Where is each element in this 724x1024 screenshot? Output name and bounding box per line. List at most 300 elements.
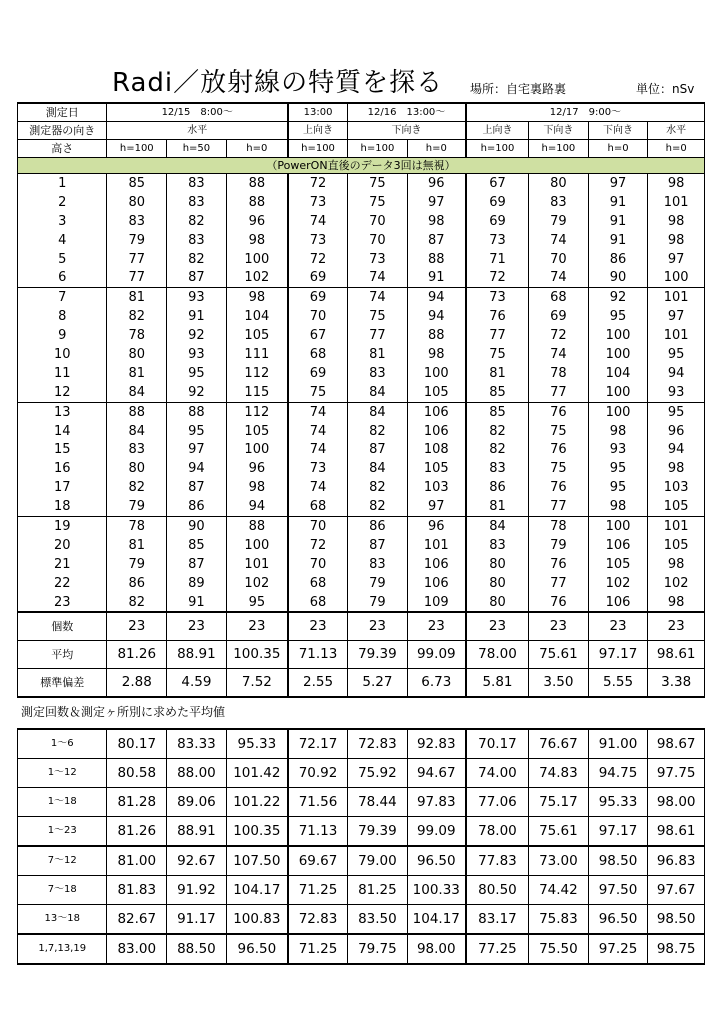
orientation-cell: 下向き: [588, 122, 648, 140]
stat-value: 23: [407, 612, 466, 641]
average-value: 81.26: [107, 817, 167, 847]
value-cell: 91: [588, 212, 648, 231]
value-cell: 82: [348, 497, 408, 516]
note-text: （PowerON直後のデータ3回は無視）: [18, 158, 705, 174]
value-cell: 101: [648, 326, 705, 345]
average-value: 75.17: [529, 788, 589, 817]
value-cell: 87: [167, 555, 227, 574]
value-cell: 105: [226, 422, 288, 441]
value-cell: 98: [226, 478, 288, 497]
stat-value: 23: [529, 612, 589, 641]
value-cell: 94: [648, 440, 705, 459]
average-value: 77.06: [466, 788, 529, 817]
value-cell: 88: [107, 402, 167, 421]
average-value: 71.13: [288, 817, 348, 847]
average-value: 79.00: [348, 846, 408, 876]
value-cell: 83: [348, 364, 408, 383]
value-cell: 68: [288, 574, 348, 593]
average-value: 71.56: [288, 788, 348, 817]
average-value: 72.17: [288, 729, 348, 759]
value-cell: 100: [226, 536, 288, 555]
value-cell: 82: [107, 307, 167, 326]
value-cell: 80: [466, 555, 529, 574]
table-row: [18, 517, 705, 536]
orientation-label: 測定器の向き: [18, 122, 107, 140]
note-row: [18, 158, 705, 174]
value-cell: 72: [288, 174, 348, 193]
average-value: 71.25: [288, 934, 348, 964]
average-value: 80.17: [107, 729, 167, 759]
value-cell: 94: [407, 307, 466, 326]
average-value: 107.50: [226, 846, 288, 876]
stat-value: 3.50: [529, 669, 589, 698]
value-cell: 80: [529, 174, 589, 193]
stat-value: 5.55: [588, 669, 648, 698]
value-cell: 88: [226, 174, 288, 193]
average-value: 98.50: [588, 846, 648, 876]
value-cell: 82: [466, 440, 529, 459]
date-cell: 12/16 13:00～: [348, 103, 466, 122]
value-cell: 69: [288, 268, 348, 287]
value-cell: 74: [529, 345, 589, 364]
range-label: 1～12: [18, 759, 107, 788]
location-label: 場所：自宅裏路裏: [470, 82, 567, 96]
average-row: [18, 846, 705, 876]
value-cell: 80: [107, 345, 167, 364]
value-cell: 95: [588, 478, 648, 497]
table-row: [18, 193, 705, 212]
stats-row: [18, 612, 705, 641]
value-cell: 100: [588, 517, 648, 536]
value-cell: 83: [167, 231, 227, 250]
value-cell: 86: [167, 497, 227, 516]
stat-value: 23: [226, 612, 288, 641]
average-value: 97.75: [648, 759, 705, 788]
value-cell: 75: [529, 459, 589, 478]
value-cell: 96: [407, 517, 466, 536]
value-cell: 77: [107, 268, 167, 287]
value-cell: 82: [107, 593, 167, 613]
row-index: 18: [18, 497, 107, 516]
row-index: 12: [18, 383, 107, 402]
average-row: [18, 817, 705, 847]
row-index: 6: [18, 268, 107, 287]
value-cell: 101: [648, 193, 705, 212]
average-value: 101.22: [226, 788, 288, 817]
stat-value: 2.55: [288, 669, 348, 698]
value-cell: 82: [348, 422, 408, 441]
value-cell: 81: [107, 536, 167, 555]
value-cell: 68: [288, 345, 348, 364]
average-value: 98.00: [407, 934, 466, 964]
value-cell: 74: [288, 402, 348, 421]
value-cell: 85: [107, 174, 167, 193]
value-cell: 88: [407, 326, 466, 345]
value-cell: 90: [167, 517, 227, 536]
average-value: 92.83: [407, 729, 466, 759]
value-cell: 106: [588, 536, 648, 555]
value-cell: 76: [466, 307, 529, 326]
stat-value: 23: [107, 612, 167, 641]
value-cell: 94: [407, 288, 466, 307]
value-cell: 83: [529, 193, 589, 212]
value-cell: 80: [466, 574, 529, 593]
average-value: 95.33: [226, 729, 288, 759]
value-cell: 98: [648, 555, 705, 574]
table-row: [18, 212, 705, 231]
value-cell: 100: [648, 268, 705, 287]
orientation-cell: 水平: [648, 122, 705, 140]
average-value: 70.17: [466, 729, 529, 759]
range-label: 1～23: [18, 817, 107, 847]
value-cell: 101: [648, 288, 705, 307]
value-cell: 101: [407, 536, 466, 555]
orientation-cell: 下向き: [348, 122, 466, 140]
value-cell: 76: [529, 478, 589, 497]
value-cell: 72: [466, 268, 529, 287]
average-value: 73.00: [529, 846, 589, 876]
row-index: 16: [18, 459, 107, 478]
value-cell: 69: [529, 307, 589, 326]
value-cell: 70: [348, 212, 408, 231]
value-cell: 98: [648, 459, 705, 478]
value-cell: 81: [348, 345, 408, 364]
average-value: 78.44: [348, 788, 408, 817]
table-row: [18, 250, 705, 269]
value-cell: 101: [226, 555, 288, 574]
row-index: 2: [18, 193, 107, 212]
average-value: 99.09: [407, 817, 466, 847]
average-value: 97.83: [407, 788, 466, 817]
table-row: [18, 174, 705, 193]
value-cell: 106: [407, 555, 466, 574]
average-row: [18, 876, 705, 905]
value-cell: 81: [107, 364, 167, 383]
average-value: 94.67: [407, 759, 466, 788]
row-index: 9: [18, 326, 107, 345]
value-cell: 86: [466, 478, 529, 497]
value-cell: 102: [226, 268, 288, 287]
value-cell: 80: [107, 193, 167, 212]
value-cell: 77: [529, 383, 589, 402]
value-cell: 100: [588, 402, 648, 421]
value-cell: 97: [588, 174, 648, 193]
orientation-cell: 上向き: [288, 122, 348, 140]
value-cell: 100: [588, 326, 648, 345]
average-value: 75.83: [529, 905, 589, 935]
row-index: 3: [18, 212, 107, 231]
height-cell: h=0: [648, 140, 705, 158]
row-index: 4: [18, 231, 107, 250]
row-index: 19: [18, 517, 107, 536]
average-value: 91.00: [588, 729, 648, 759]
value-cell: 71: [466, 250, 529, 269]
range-label: 13～18: [18, 905, 107, 935]
value-cell: 104: [226, 307, 288, 326]
orientation-cell: 下向き: [529, 122, 589, 140]
average-value: 77.25: [466, 934, 529, 964]
stat-value: 23: [348, 612, 408, 641]
value-cell: 105: [407, 383, 466, 402]
average-value: 77.83: [466, 846, 529, 876]
table-row: [18, 364, 705, 383]
value-cell: 105: [226, 326, 288, 345]
row-index: 14: [18, 422, 107, 441]
row-index: 20: [18, 536, 107, 555]
stats-row: [18, 641, 705, 669]
value-cell: 84: [107, 422, 167, 441]
value-cell: 73: [288, 193, 348, 212]
average-value: 98.67: [648, 729, 705, 759]
value-cell: 83: [167, 174, 227, 193]
value-cell: 102: [226, 574, 288, 593]
value-cell: 92: [588, 288, 648, 307]
averages-title: 測定回数＆測定ヶ所別に求めた平均値: [21, 705, 226, 719]
stat-value: 23: [588, 612, 648, 641]
value-cell: 75: [466, 345, 529, 364]
value-cell: 77: [348, 326, 408, 345]
average-value: 98.00: [648, 788, 705, 817]
value-cell: 95: [226, 593, 288, 613]
value-cell: 112: [226, 402, 288, 421]
average-value: 70.92: [288, 759, 348, 788]
value-cell: 75: [348, 307, 408, 326]
stat-value: 81.26: [107, 641, 167, 669]
row-index: 21: [18, 555, 107, 574]
average-value: 75.50: [529, 934, 589, 964]
stat-value: 78.00: [466, 641, 529, 669]
date-cell: 12/17 9:00～: [466, 103, 705, 122]
page-title: Radi／放射線の特質を探る: [112, 68, 444, 98]
average-value: 83.50: [348, 905, 408, 935]
average-value: 97.25: [588, 934, 648, 964]
average-value: 83.17: [466, 905, 529, 935]
value-cell: 92: [167, 383, 227, 402]
value-cell: 108: [407, 440, 466, 459]
row-index: 8: [18, 307, 107, 326]
average-value: 92.67: [167, 846, 227, 876]
value-cell: 74: [348, 288, 408, 307]
row-index: 17: [18, 478, 107, 497]
range-label: 7～18: [18, 876, 107, 905]
value-cell: 74: [348, 268, 408, 287]
value-cell: 102: [648, 574, 705, 593]
range-label: 7～12: [18, 846, 107, 876]
height-cell: h=0: [407, 140, 466, 158]
value-cell: 84: [348, 383, 408, 402]
average-value: 98.50: [648, 905, 705, 935]
value-cell: 72: [288, 536, 348, 555]
value-cell: 87: [348, 440, 408, 459]
orientation-cell: 水平: [107, 122, 288, 140]
average-value: 79.75: [348, 934, 408, 964]
value-cell: 88: [226, 193, 288, 212]
value-cell: 85: [466, 383, 529, 402]
value-cell: 109: [407, 593, 466, 613]
height-label: 高さ: [18, 140, 107, 158]
value-cell: 98: [226, 288, 288, 307]
value-cell: 92: [167, 326, 227, 345]
value-cell: 105: [588, 555, 648, 574]
value-cell: 83: [107, 212, 167, 231]
row-index: 15: [18, 440, 107, 459]
average-row: [18, 934, 705, 964]
value-cell: 77: [107, 250, 167, 269]
value-cell: 79: [348, 574, 408, 593]
value-cell: 96: [226, 459, 288, 478]
table-row: [18, 497, 705, 516]
value-cell: 69: [288, 288, 348, 307]
value-cell: 74: [288, 478, 348, 497]
table-row: [18, 268, 705, 287]
value-cell: 82: [167, 250, 227, 269]
stat-value: 100.35: [226, 641, 288, 669]
value-cell: 78: [529, 364, 589, 383]
value-cell: 79: [529, 536, 589, 555]
value-cell: 78: [529, 517, 589, 536]
table-row: [18, 383, 705, 402]
value-cell: 106: [407, 402, 466, 421]
height-cell: h=100: [348, 140, 408, 158]
value-cell: 83: [348, 555, 408, 574]
orientation-cell: 上向き: [466, 122, 529, 140]
average-value: 69.67: [288, 846, 348, 876]
value-cell: 83: [466, 536, 529, 555]
average-value: 100.83: [226, 905, 288, 935]
value-cell: 106: [407, 574, 466, 593]
value-cell: 98: [648, 593, 705, 613]
stat-value: 98.61: [648, 641, 705, 669]
stat-value: 99.09: [407, 641, 466, 669]
table-row: [18, 231, 705, 250]
average-value: 96.50: [226, 934, 288, 964]
value-cell: 93: [588, 440, 648, 459]
table-row: [18, 326, 705, 345]
value-cell: 95: [588, 459, 648, 478]
value-cell: 79: [529, 212, 589, 231]
value-cell: 103: [648, 478, 705, 497]
date-cell: 13:00: [288, 103, 348, 122]
row-index: 22: [18, 574, 107, 593]
average-value: 74.83: [529, 759, 589, 788]
value-cell: 75: [529, 422, 589, 441]
value-cell: 79: [107, 497, 167, 516]
value-cell: 95: [648, 345, 705, 364]
stat-value: 5.81: [466, 669, 529, 698]
stat-value: 3.38: [648, 669, 705, 698]
value-cell: 85: [466, 402, 529, 421]
value-cell: 91: [407, 268, 466, 287]
value-cell: 100: [588, 383, 648, 402]
average-value: 88.50: [167, 934, 227, 964]
average-value: 81.28: [107, 788, 167, 817]
value-cell: 79: [107, 555, 167, 574]
value-cell: 81: [107, 288, 167, 307]
value-cell: 111: [226, 345, 288, 364]
average-value: 97.50: [588, 876, 648, 905]
value-cell: 73: [466, 288, 529, 307]
value-cell: 83: [167, 193, 227, 212]
average-value: 75.61: [529, 817, 589, 847]
value-cell: 82: [167, 212, 227, 231]
stat-label: 平均: [18, 641, 107, 669]
value-cell: 76: [529, 555, 589, 574]
value-cell: 76: [529, 593, 589, 613]
average-value: 81.83: [107, 876, 167, 905]
height-cell: h=100: [466, 140, 529, 158]
value-cell: 87: [348, 536, 408, 555]
value-cell: 95: [648, 402, 705, 421]
average-value: 83.33: [167, 729, 227, 759]
value-cell: 104: [588, 364, 648, 383]
average-value: 100.33: [407, 876, 466, 905]
average-row: [18, 788, 705, 817]
value-cell: 72: [529, 326, 589, 345]
date-label: 測定日: [18, 103, 107, 122]
value-cell: 96: [226, 212, 288, 231]
row-index: 5: [18, 250, 107, 269]
row-index: 13: [18, 402, 107, 421]
average-value: 97.67: [648, 876, 705, 905]
value-cell: 97: [407, 193, 466, 212]
height-cell: h=0: [226, 140, 288, 158]
value-cell: 94: [167, 459, 227, 478]
value-cell: 70: [288, 307, 348, 326]
average-value: 104.17: [226, 876, 288, 905]
value-cell: 84: [348, 402, 408, 421]
value-cell: 70: [348, 231, 408, 250]
height-cell: h=50: [167, 140, 227, 158]
average-value: 96.83: [648, 846, 705, 876]
value-cell: 105: [407, 459, 466, 478]
average-value: 96.50: [588, 905, 648, 935]
value-cell: 81: [466, 497, 529, 516]
value-cell: 67: [466, 174, 529, 193]
measurement-table: [17, 102, 705, 698]
average-value: 72.83: [348, 729, 408, 759]
value-cell: 100: [226, 250, 288, 269]
value-cell: 77: [529, 574, 589, 593]
average-value: 81.25: [348, 876, 408, 905]
value-cell: 77: [529, 497, 589, 516]
value-cell: 85: [167, 536, 227, 555]
date-row: [18, 103, 705, 122]
value-cell: 106: [588, 593, 648, 613]
average-value: 91.17: [167, 905, 227, 935]
average-row: [18, 729, 705, 759]
value-cell: 105: [648, 536, 705, 555]
value-cell: 84: [348, 459, 408, 478]
table-row: [18, 288, 705, 307]
value-cell: 102: [588, 574, 648, 593]
value-cell: 95: [167, 422, 227, 441]
value-cell: 95: [588, 307, 648, 326]
value-cell: 75: [288, 383, 348, 402]
value-cell: 101: [648, 517, 705, 536]
value-cell: 79: [348, 593, 408, 613]
value-cell: 82: [466, 422, 529, 441]
value-cell: 74: [288, 422, 348, 441]
value-cell: 69: [288, 364, 348, 383]
average-value: 94.75: [588, 759, 648, 788]
value-cell: 88: [407, 250, 466, 269]
value-cell: 98: [648, 231, 705, 250]
stat-value: 75.61: [529, 641, 589, 669]
table-row: [18, 307, 705, 326]
value-cell: 98: [588, 422, 648, 441]
value-cell: 69: [466, 193, 529, 212]
stat-value: 7.52: [226, 669, 288, 698]
